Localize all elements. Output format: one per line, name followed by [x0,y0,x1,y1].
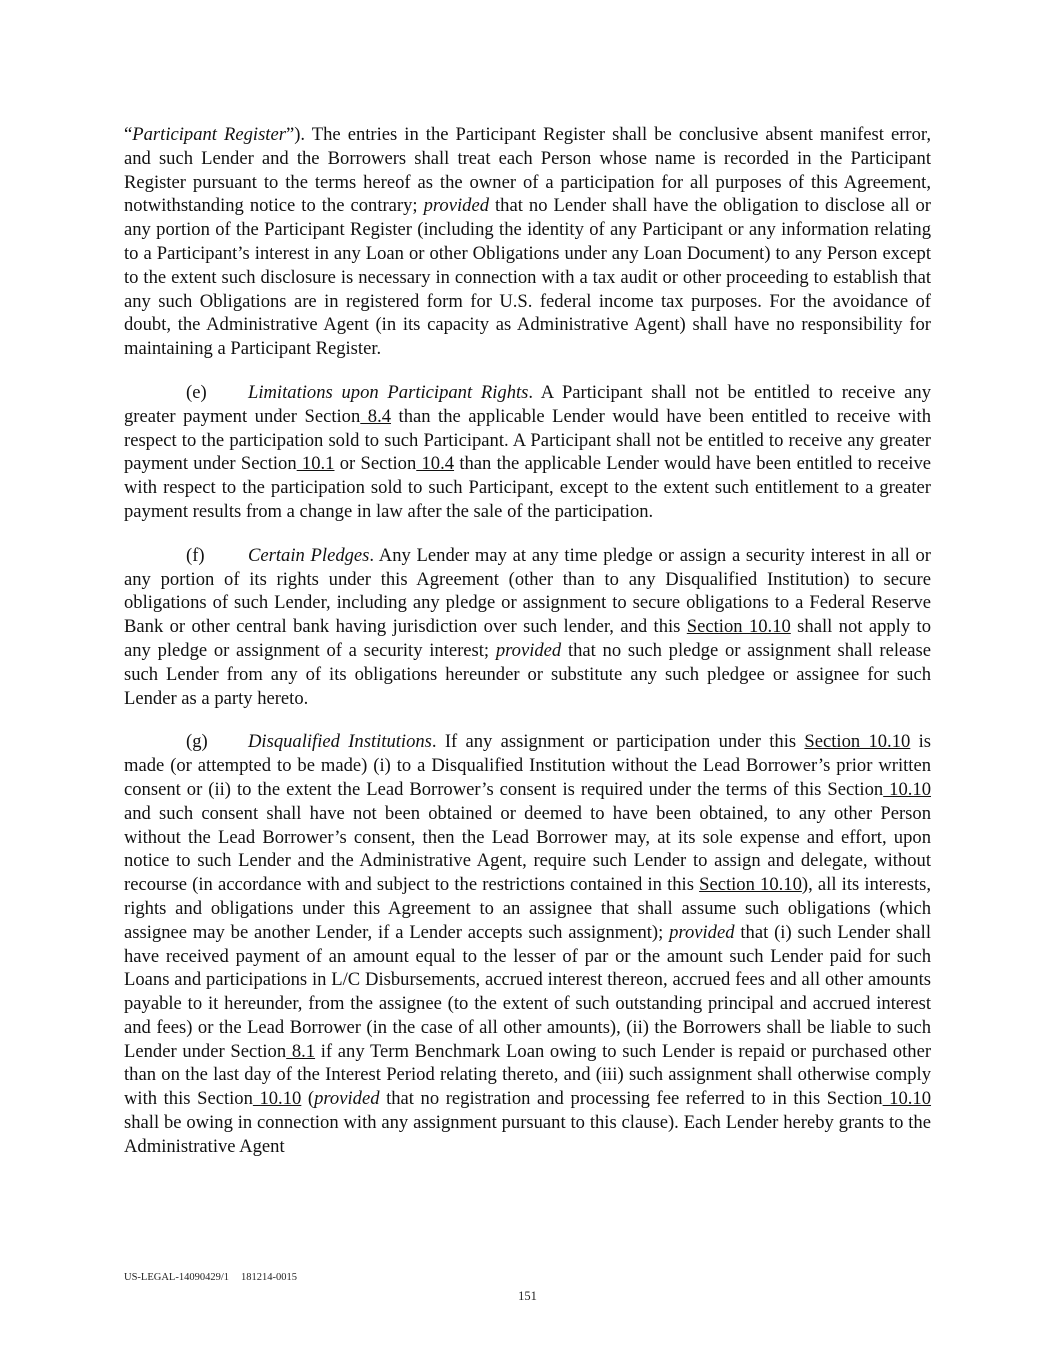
text-run: . If any assignment or participation under this [431,731,805,753]
text-run: that (i) such Lender shall have received payment of an amount equal to the lesser of par or the amount such Lender paid for such Loans and participations in L/C Disbursements, accrued interest thereon, accrued fees and all other amounts payable to it hereunder, from the assignee (to the extent of such outstanding principal and accrued interest and fees) or the Lead Borrower (in the case of all other amounts), (ii) the Borrowers shall be liable to such Lender under Section [124,921,931,1062]
text-run: that no Lender shall have the obligation to disclose all or any portion of the Participant Register (including the identity of any Participant or any information relating to a Participant’s interest in any Loan or other Obligations under any Loan Document) to any Person except to the extent such disclosure is necessary in connection with a tax audit or other proceeding to establish that any such Obligations are in registered form for U.S. federal income tax purposes. For the avoidance of doubt, the Administrative Agent (in its capacity as Administrative Agent) shall have no responsibility for maintaining a Participant Register. [124,195,931,360]
provided-term: provided [669,921,735,943]
section-reference: 10.10 [252,1088,302,1110]
provided-term: provided [314,1088,380,1110]
section-reference: 10.4 [416,453,455,475]
provided-term: provided [423,195,489,217]
text-run: shall not apply to any pledge or assignment of a security interest; [124,616,931,661]
paragraph-participant-register [124,123,931,361]
defined-term: Participant Register [132,124,286,145]
text-run: ( [301,1088,315,1110]
paragraph-f [124,544,931,711]
paragraph-e [124,381,931,524]
text-run: that no registration and processing fee referred to in this Section [379,1088,883,1110]
document-body [124,123,931,1159]
section-reference: Section 10.10 [804,731,911,753]
section-reference: 8.4 [360,405,392,427]
section-reference: 10.10 [883,778,931,800]
paragraph-g [124,730,931,1158]
clause-heading: Certain Pledges [248,544,370,566]
text-run: than the applicable Lender would have been entitled to receive with respect to the participation sold to such Participant. A Participant shall not be entitled to receive any greater payment under Section [124,405,931,475]
provided-term: provided [495,639,562,661]
page-number: 151 [518,1289,537,1303]
text-run: shall be owing in connection with any assignment pursuant to this clause). Each Lender hereby grants to the Administrative Agent [124,1112,931,1157]
text-run: ”). The entries in the Participant Register shall be conclusive absent manifest error, and such Lender and the Borrowers shall treat each Person whose name is recorded in the Participant Register pursuant to the terms hereof as the owner of a participation for all purposes of this Agreement, notwithstanding notice to the contrary; [124,124,932,217]
clause-heading: Disqualified Institutions [248,731,432,753]
text-run: that no such pledge or assignment shall release such Lender from any of its obligations hereunder or substitute any such pledgee or assignee for such Lender as a party hereto. [124,639,931,709]
clause-label: (f) [186,544,205,566]
clause-label: (e) [186,381,207,403]
footer-document-id [124,1272,297,1283]
clause-label: (g) [186,731,208,753]
text-run: than the applicable Lender would have been entitled to receive with respect to the participation sold to such Participant, except to the extent such entitlement to a greater payment results from a change in law after the sale of the participation. [124,453,932,522]
text-run: . A Participant shall not be entitled to receive any greater payment under Section [124,381,932,427]
section-reference: 10.1 [296,453,335,475]
text-run: is made (or attempted to be made) (i) to a Disqualified Institution without the Lead Borrower’s prior written consent or (ii) to the extent the Lead Borrower’s consent is required under the terms of this Section [124,731,932,800]
text-run: . Any Lender may at any time pledge or assign a security interest in all or any portion of its rights under this Agreement (other than to any Disqualified Institution) to secure obligations of such Lender, including any pledge or assignment to secure obligations to a Federal Reserve Bank or other central bank having jurisdiction over such lender, and this [124,544,931,638]
section-reference: Section 10.10 [699,874,802,896]
text-run: ), all its interests, rights and obligations under this Agreement to an assignee that shall assume such obligations (which assignee may be another Lender, if a Lender accepts such assignment); [124,874,931,943]
text-run: if any Term Benchmark Loan owing to such Lender is repaid or purchased other than on the last day of the Interest Period relating thereto, and (iii) such assignment shall otherwise comply with this Section [124,1040,932,1110]
open-quote: “ [124,124,133,145]
text-run: or Section [334,453,417,475]
footer-doc-number: US-LEGAL-14090429/1 [124,1272,229,1283]
section-reference: 10.10 [882,1088,932,1110]
clause-heading: Limitations upon Participant Rights [248,381,529,403]
section-reference: 8.1 [286,1040,316,1062]
footer-matter-number: 181214-0015 [241,1272,297,1283]
section-reference: Section 10.10 [686,616,791,638]
text-run: and such consent shall have not been obtained or deemed to have been obtained, to any other Person without the Lead Borrower’s consent, then the Lead Borrower may, at its sole expense and effort, upon notice to such Lender and the Administrative Agent, require such Lender to assign and delegate, without recourse (in accordance with and subject to the restrictions contained in this [124,802,931,896]
